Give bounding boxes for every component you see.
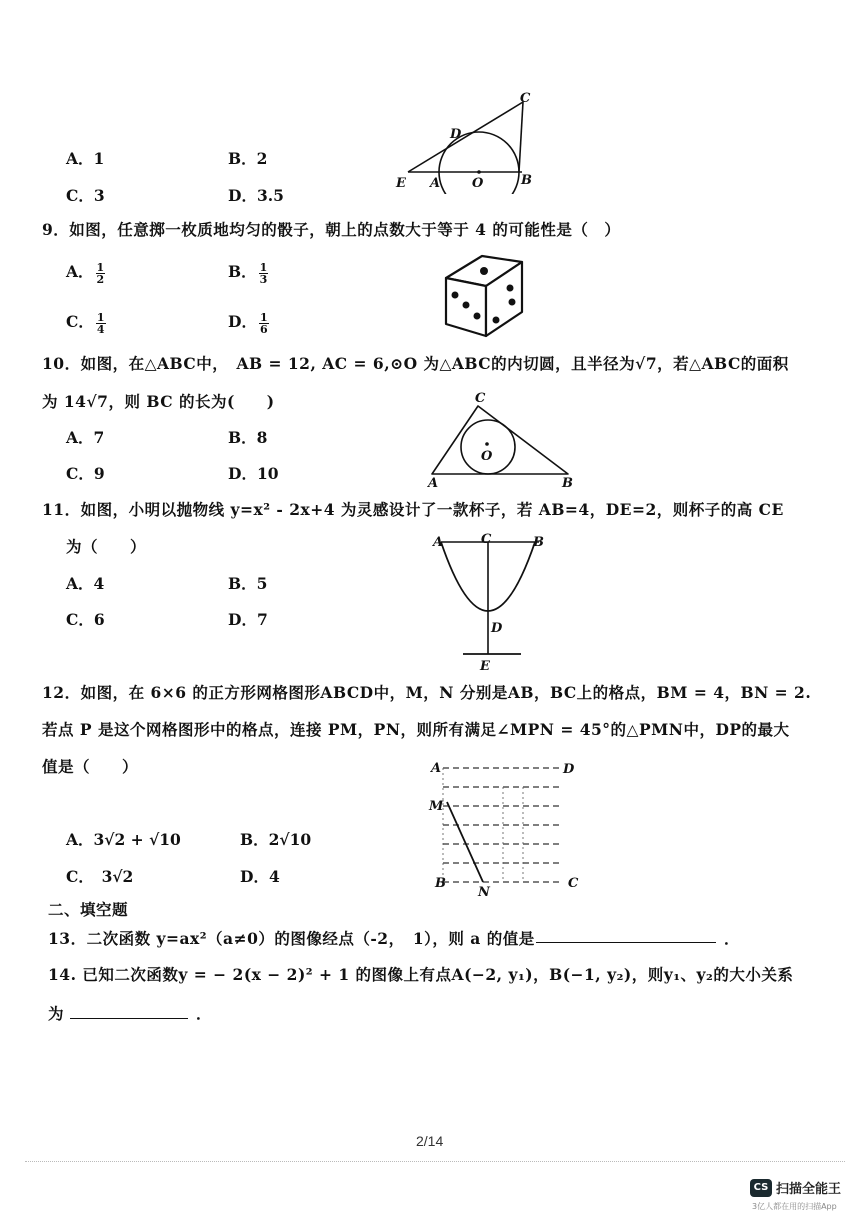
q12-label-b: B	[435, 876, 446, 891]
q10-label-b: B	[562, 476, 573, 488]
scanner-watermark	[750, 1178, 841, 1197]
q10-text-line2: 为 14√7，则 BC 的长为( )	[42, 392, 275, 411]
q8-label-e: E	[396, 176, 406, 191]
q13-period: ．	[724, 929, 741, 948]
q11-option-a: A．4	[66, 574, 105, 593]
q11-text-line1: 11．如图，小明以抛物线 y=x² - 2x+4 为灵感设计了一款杯子，若 AB=4，DE=2，则杯子的高 CE	[42, 500, 784, 519]
q10-text-line1: 10．如图，在△ABC中， AB = 12, AC = 6,⊙O 为△ABC的内切圆，且半径为√7，若△ABC的面积	[42, 354, 789, 373]
q12-label-a: A	[431, 761, 442, 776]
q10-label-a: A	[428, 476, 439, 488]
q9-text: 9．如图，任意掷一枚质地均匀的骰子，朝上的点数大于等于 4 的可能性是（ ）	[42, 220, 621, 239]
q11-option-d: D．7	[228, 610, 268, 629]
q10-option-a: A．7	[66, 428, 105, 447]
q11-label-c: C	[481, 532, 492, 547]
q12-label-d: D	[563, 762, 575, 777]
q11-text-line2: 为（ ）	[66, 537, 147, 556]
q11-cup-figure	[425, 530, 555, 672]
q10-label-o: O	[481, 449, 493, 464]
q12-text-line1: 12．如图，在 6×6 的正方形网格图形ABCD中，M，N 分别是AB，BC上的格点，BM = 4，BN = 2.	[42, 683, 812, 702]
q11-label-b: B	[533, 535, 544, 550]
q8-label-c: C	[520, 91, 531, 106]
footer-divider	[25, 1161, 845, 1162]
q14-text-line1: 14. 已知二次函数y = − 2(x − 2)² + 1 的图像上有点A(−2, y₁)，B(−1, y₂)，则y₁、y₂的大小关系	[48, 965, 794, 984]
q14-period: ．	[196, 1004, 213, 1023]
q12-grid-figure	[425, 758, 585, 898]
q12-option-a: A．3√2 + √10	[66, 830, 181, 849]
q12-label-c: C	[568, 876, 579, 891]
q8-label-b: B	[521, 173, 532, 188]
q8-circle-figure	[390, 88, 540, 194]
q8-option-d: D．3.5	[228, 186, 284, 205]
q12-text-line2: 若点 P 是这个网格图形中的格点，连接 PM，PN，则所有满足∠MPN = 45°的△PMN中，DP的最大	[42, 720, 790, 739]
q11-label-d: D	[491, 621, 503, 636]
q9-option-d: D． $\frac{1}{6}$	[228, 310, 268, 336]
scanner-tagline: 3亿人都在用的扫描App	[752, 1202, 837, 1211]
q12-text-line3: 值是（ ）	[42, 757, 139, 776]
q12-option-d: D．4	[240, 867, 280, 886]
q14-answer-blank[interactable]	[70, 1018, 188, 1019]
q8-option-a: A．1	[66, 149, 105, 168]
q12-label-n: N	[478, 885, 490, 898]
q8-label-a: A	[430, 176, 441, 191]
q11-label-e: E	[480, 659, 490, 672]
q11-option-b: B．5	[228, 574, 268, 593]
q10-option-b: B．8	[228, 428, 268, 447]
q9-option-a: A． $\frac{1}{2}$	[66, 260, 105, 286]
q8-option-c: C．3	[66, 186, 105, 205]
q8-label-o: O	[472, 176, 484, 191]
q10-label-c: C	[475, 391, 486, 406]
q13-text: 13．二次函数 y=ax²（a≠0）的图像经点（-2， 1），则 a 的值是	[48, 929, 535, 948]
q13-answer-blank[interactable]	[536, 942, 716, 943]
page-number: 2/14	[416, 1133, 444, 1149]
section-heading: 二、填空题	[48, 900, 129, 919]
q12-label-m: M	[429, 799, 444, 814]
q10-option-d: D．10	[228, 464, 279, 483]
q11-option-c: C．6	[66, 610, 105, 629]
scanner-brand-name: 扫描全能王	[776, 1182, 842, 1197]
q8-label-d: D	[450, 127, 462, 142]
q14-text-line2: 为	[48, 1004, 65, 1023]
scanner-logo-icon: CS	[750, 1179, 772, 1197]
q12-option-b: B．2√10	[240, 830, 312, 849]
q11-label-a: A	[433, 535, 444, 550]
q10-triangle-figure	[420, 386, 580, 488]
q12-option-c: C． 3√2	[66, 867, 134, 886]
q10-option-c: C．9	[66, 464, 105, 483]
q9-option-b: B． $\frac{1}{3}$	[228, 260, 268, 286]
q8-option-b: B．2	[228, 149, 268, 168]
q9-option-c: C． $\frac{1}{4}$	[66, 310, 105, 336]
dice-icon	[440, 250, 530, 342]
